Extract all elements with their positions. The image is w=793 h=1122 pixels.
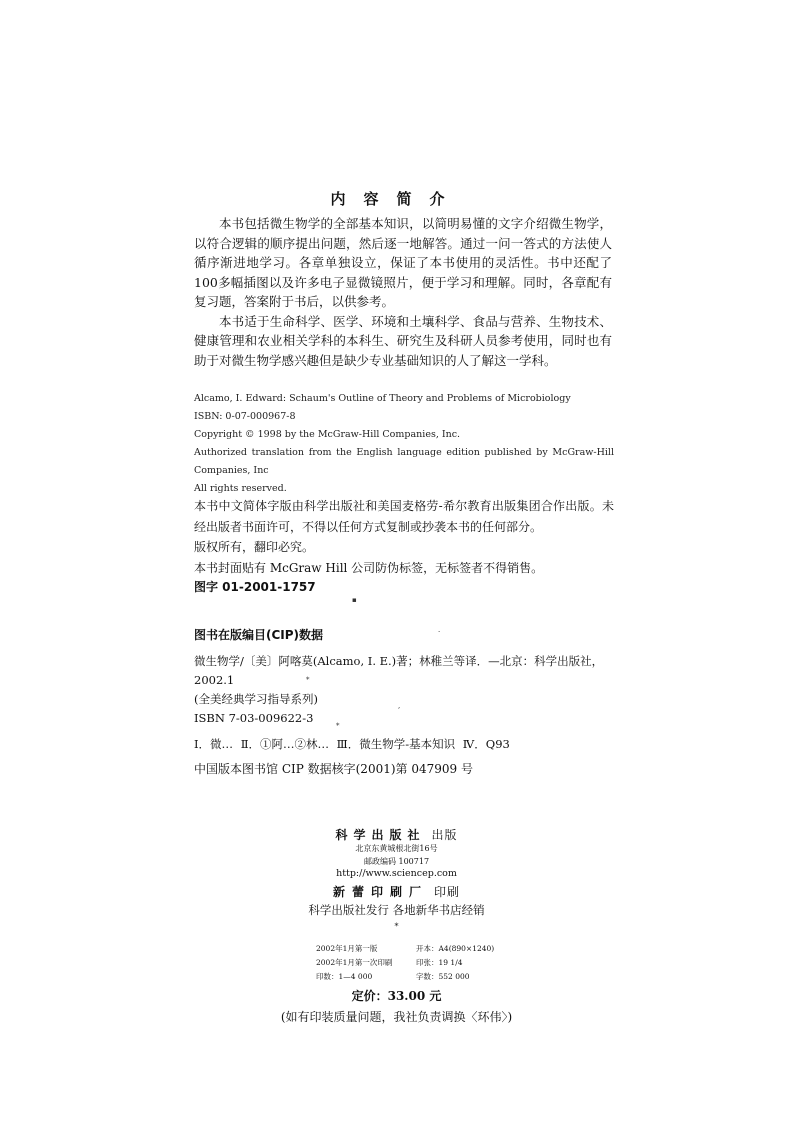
summary-title: 内容简介 (330, 190, 463, 208)
imprint-row (316, 956, 516, 970)
contract-register-number: 图字 01-2001-1757 (194, 580, 316, 594)
copyright-block (194, 390, 614, 498)
scan-speck: * (336, 722, 340, 730)
original-title: Alcamo, I. Edward: Schaum's Outline of Theory and Problems of Microbiology (194, 393, 571, 404)
printer-suffix: 印刷 (434, 885, 461, 899)
quality-note: (如有印装质量问题，我社负责调换〈环伟〉) (280, 1010, 513, 1024)
imprint-cell: 2002年1月第一版 (316, 944, 378, 953)
summary-paragraph: 本书适于生命科学、医学、环境和土壤科学、食品与营养、生物技术、健康管理和农业相关学科的本科生、研究生及科研人员参考使用，同时也有助于对微生物学感兴趣但是缺少专业基础知识的人了解这一学科。 (194, 313, 612, 368)
chinese-copyright-block (194, 496, 614, 578)
authorization-line: Authorized translation from the English language edition published by McGraw-Hill Companies, Inc (194, 447, 614, 476)
chinese-edition-notice: 本书中文简体字版由科学出版社和美国麦格劳-希尔教育出版集团合作出版。未经出版者书面许可，不得以任何方式复制或抄袭本书的任何部分。 (194, 499, 614, 534)
anti-counterfeit-notice: 本书封面贴有 McGraw Hill 公司防伪标签，无标签者不得销售。 (194, 560, 544, 575)
cip-line: 微生物学/〔美〕阿喀莫(Alcamo, I. E.)著；林稚兰等译．—北京：科学出版社， (194, 654, 604, 668)
imprint-row (316, 942, 516, 956)
publisher-postcode: 邮政编码 100717 (363, 857, 430, 866)
printer-name: 新蕾印刷厂 (332, 885, 428, 899)
imprint-cell: 印数：1—4 000 (316, 972, 373, 981)
scan-speck: ▪ (352, 596, 357, 604)
scan-speck: , (398, 702, 401, 710)
publisher-website: http://www.sciencep.com (336, 868, 457, 879)
summary-text (194, 214, 612, 370)
cip-line: 2002.1 (194, 673, 235, 687)
cip-line: ISBN 7-03-009622-3 (194, 711, 314, 725)
rights-line: All rights reserved. (194, 483, 287, 494)
cip-line: (全美经典学习指导系列) (194, 692, 318, 706)
all-rights-notice: 版权所有，翻印必究。 (194, 540, 315, 554)
imprint-cell: 开本：A4(890×1240) (416, 944, 495, 953)
separator-star: * (394, 922, 399, 931)
cip-classification: Ⅰ．微… Ⅱ．①阿…②林… Ⅲ．微生物学-基本知识 Ⅳ．Q93 (194, 737, 510, 751)
distribution-line: 科学出版社发行 各地新华书店经销 (308, 903, 485, 917)
scan-speck: * (306, 676, 310, 684)
publisher-address: 北京东黄城根北街16号 (355, 844, 438, 853)
imprint-cell: 字数：552 000 (416, 972, 470, 981)
imprint-cell: 印张：19 1/4 (416, 958, 463, 967)
imprint-table (316, 942, 516, 984)
publisher-line (0, 826, 793, 843)
copyright-line: Copyright © 1998 by the McGraw-Hill Companies, Inc. (194, 429, 461, 440)
printer-line (0, 883, 793, 900)
cip-record (194, 652, 614, 728)
publisher-suffix: 出版 (431, 828, 458, 842)
imprint-row (316, 970, 516, 984)
price-line: 定价：33.00 元 (351, 989, 442, 1003)
cip-heading: 图书在版编目(CIP)数据 (194, 628, 324, 642)
imprint-cell: 2002年1月第一次印刷 (316, 958, 393, 967)
publisher-name: 科学出版社 (335, 828, 426, 842)
original-isbn: ISBN: 0-07-000967-8 (194, 411, 296, 422)
summary-paragraph: 本书包括微生物学的全部基本知识，以简明易懂的文字介绍微生物学，以符合逻辑的顺序提出问题，然后逐一地解答。通过一问一答式的方法使人循序渐进地学习。各章单独设立，保证了本书使用的灵活性。书中还配了100多幅插图以及许多电子显微镜照片，便于学习和理解。同时，各章配有复习题，答案附于书后，以供参考。 (194, 216, 612, 309)
cip-data-number: 中国版本图书馆 CIP 数据核字(2001)第 047909 号 (194, 762, 473, 776)
scan-speck: · (438, 628, 441, 636)
